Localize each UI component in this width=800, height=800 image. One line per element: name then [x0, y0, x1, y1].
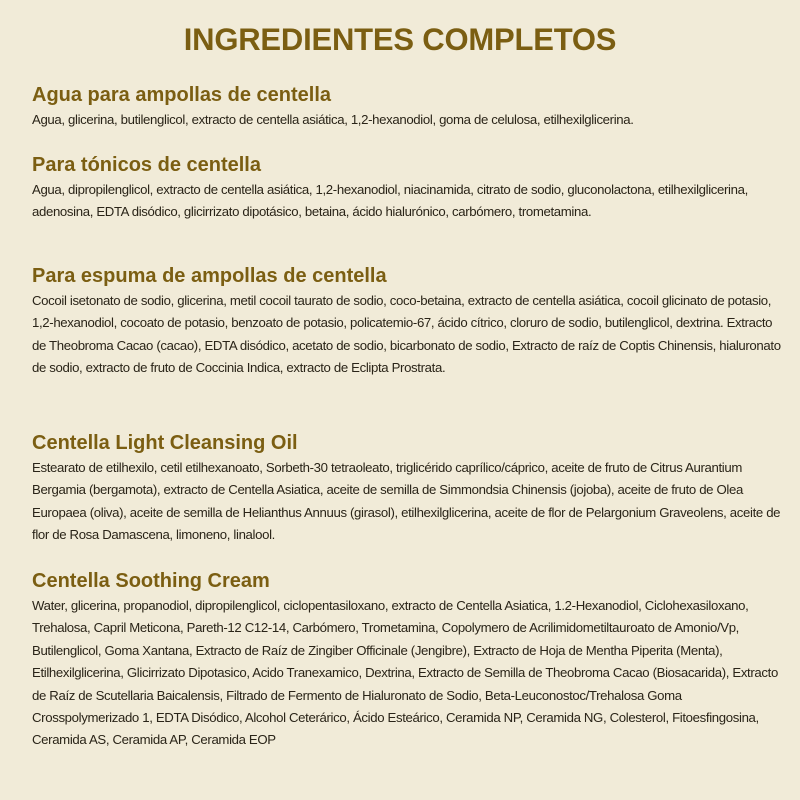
- section-heading: Para tónicos de centella: [32, 154, 261, 176]
- section-centella-light-cleansing-oil: [32, 430, 787, 547]
- section-centella-soothing-cream: [32, 568, 787, 752]
- section-ingredients: Estearato de etilhexilo, cetil etilhexanoato, Sorbeth-30 tetraoleato, triglicérido caprílico/cáprico, aceite de fruto de Citrus Aurantium Bergamia (bergamota), extracto de Centella Asiatica, aceite de semilla de Simmondsia Chinensis (jojoba), aceite de fruto de Olea Europaea (oliva), aceite de semilla de Helianthus Annuus (girasol), etilhexilglicerina, aceite de flor de Pelargonium Graveolens, aceite de flor de Rosa Damascena, limoneno, linalool.: [32, 460, 781, 543]
- section-ingredients: Water, glicerina, propanodiol, dipropilenglicol, ciclopentasiloxano, extracto de Centella Asiatica, 1.2-Hexanodiol, Ciclohexasiloxano, Trehalosa, Capril Meticona, Pareth-12 C12-14, Carbómero, Trometamina, Copolymero de Acrilimidometiltauroato de Amonio/Vp, Butilenglicol, Goma Xantana, Extracto de Raíz de Zingiber Officinale (Jengibre), Extracto de Hoja de Mentha Piperita (Menta), Etilhexilglicerina, Glicirrizato Dipotasico, Acido Tranexamico, Dextrina, Extracto de Semilla de Theobroma Cacao (Biosacarida), Extracto de Raíz de Scutellaria Baicalensis, Filtrado de Fermento de Hialuronato de Sodio, Beta-Leuconostoc/Trehalosa Goma Crosspolymerizado 1, EDTA Disódico, Alcohol Ceterárico, Ácido Esteárico, Ceramida NP, Ceramida NG, Colesterol, Fitoesfingosina, Ceramida AS, Ceramida AP, Ceramida EOP: [32, 598, 778, 748]
- section-heading: Centella Soothing Cream: [32, 570, 270, 592]
- section-centella-ampoule-water: [32, 82, 787, 131]
- section-ingredients: Cocoil isetonato de sodio, glicerina, metil cocoil taurato de sodio, coco-betaina, extracto de centella asiática, cocoil glicinato de potasio, 1,2-hexanodiol, cocoato de potasio, benzoato de potasio, policatemio-67, ácido cítrico, cloruro de sodio, butilenglicol, dextrina. Extracto de Theobroma Cacao (cacao), EDTA disódico, acetato de sodio, bicarbonato de sodio, Extracto de raíz de Coptis Chinensis, hialuronato de sodio, extracto de fruto de Coccinia Indica, extracto de Eclipta Prostrata.: [32, 293, 781, 376]
- page-title: INGREDIENTES COMPLETOS: [183, 21, 617, 58]
- section-ingredients: Agua, glicerina, butilenglicol, extracto de centella asiática, 1,2-hexanodiol, goma de celulosa, etilhexilglicerina.: [32, 112, 634, 127]
- section-heading: Para espuma de ampollas de centella: [32, 265, 387, 287]
- section-centella-toner: [32, 152, 787, 224]
- section-heading: Centella Light Cleansing Oil: [32, 432, 298, 454]
- section-ingredients: Agua, dipropilenglicol, extracto de centella asiática, 1,2-hexanodiol, niacinamida, citrato de sodio, gluconolactona, etilhexilglicerina, adenosina, EDTA disódico, glicirrizato dipotásico, betaina, ácido hialurónico, carbómero, trometamina.: [32, 182, 748, 220]
- section-heading: Agua para ampollas de centella: [32, 84, 331, 106]
- section-centella-ampoule-foam: [32, 263, 787, 380]
